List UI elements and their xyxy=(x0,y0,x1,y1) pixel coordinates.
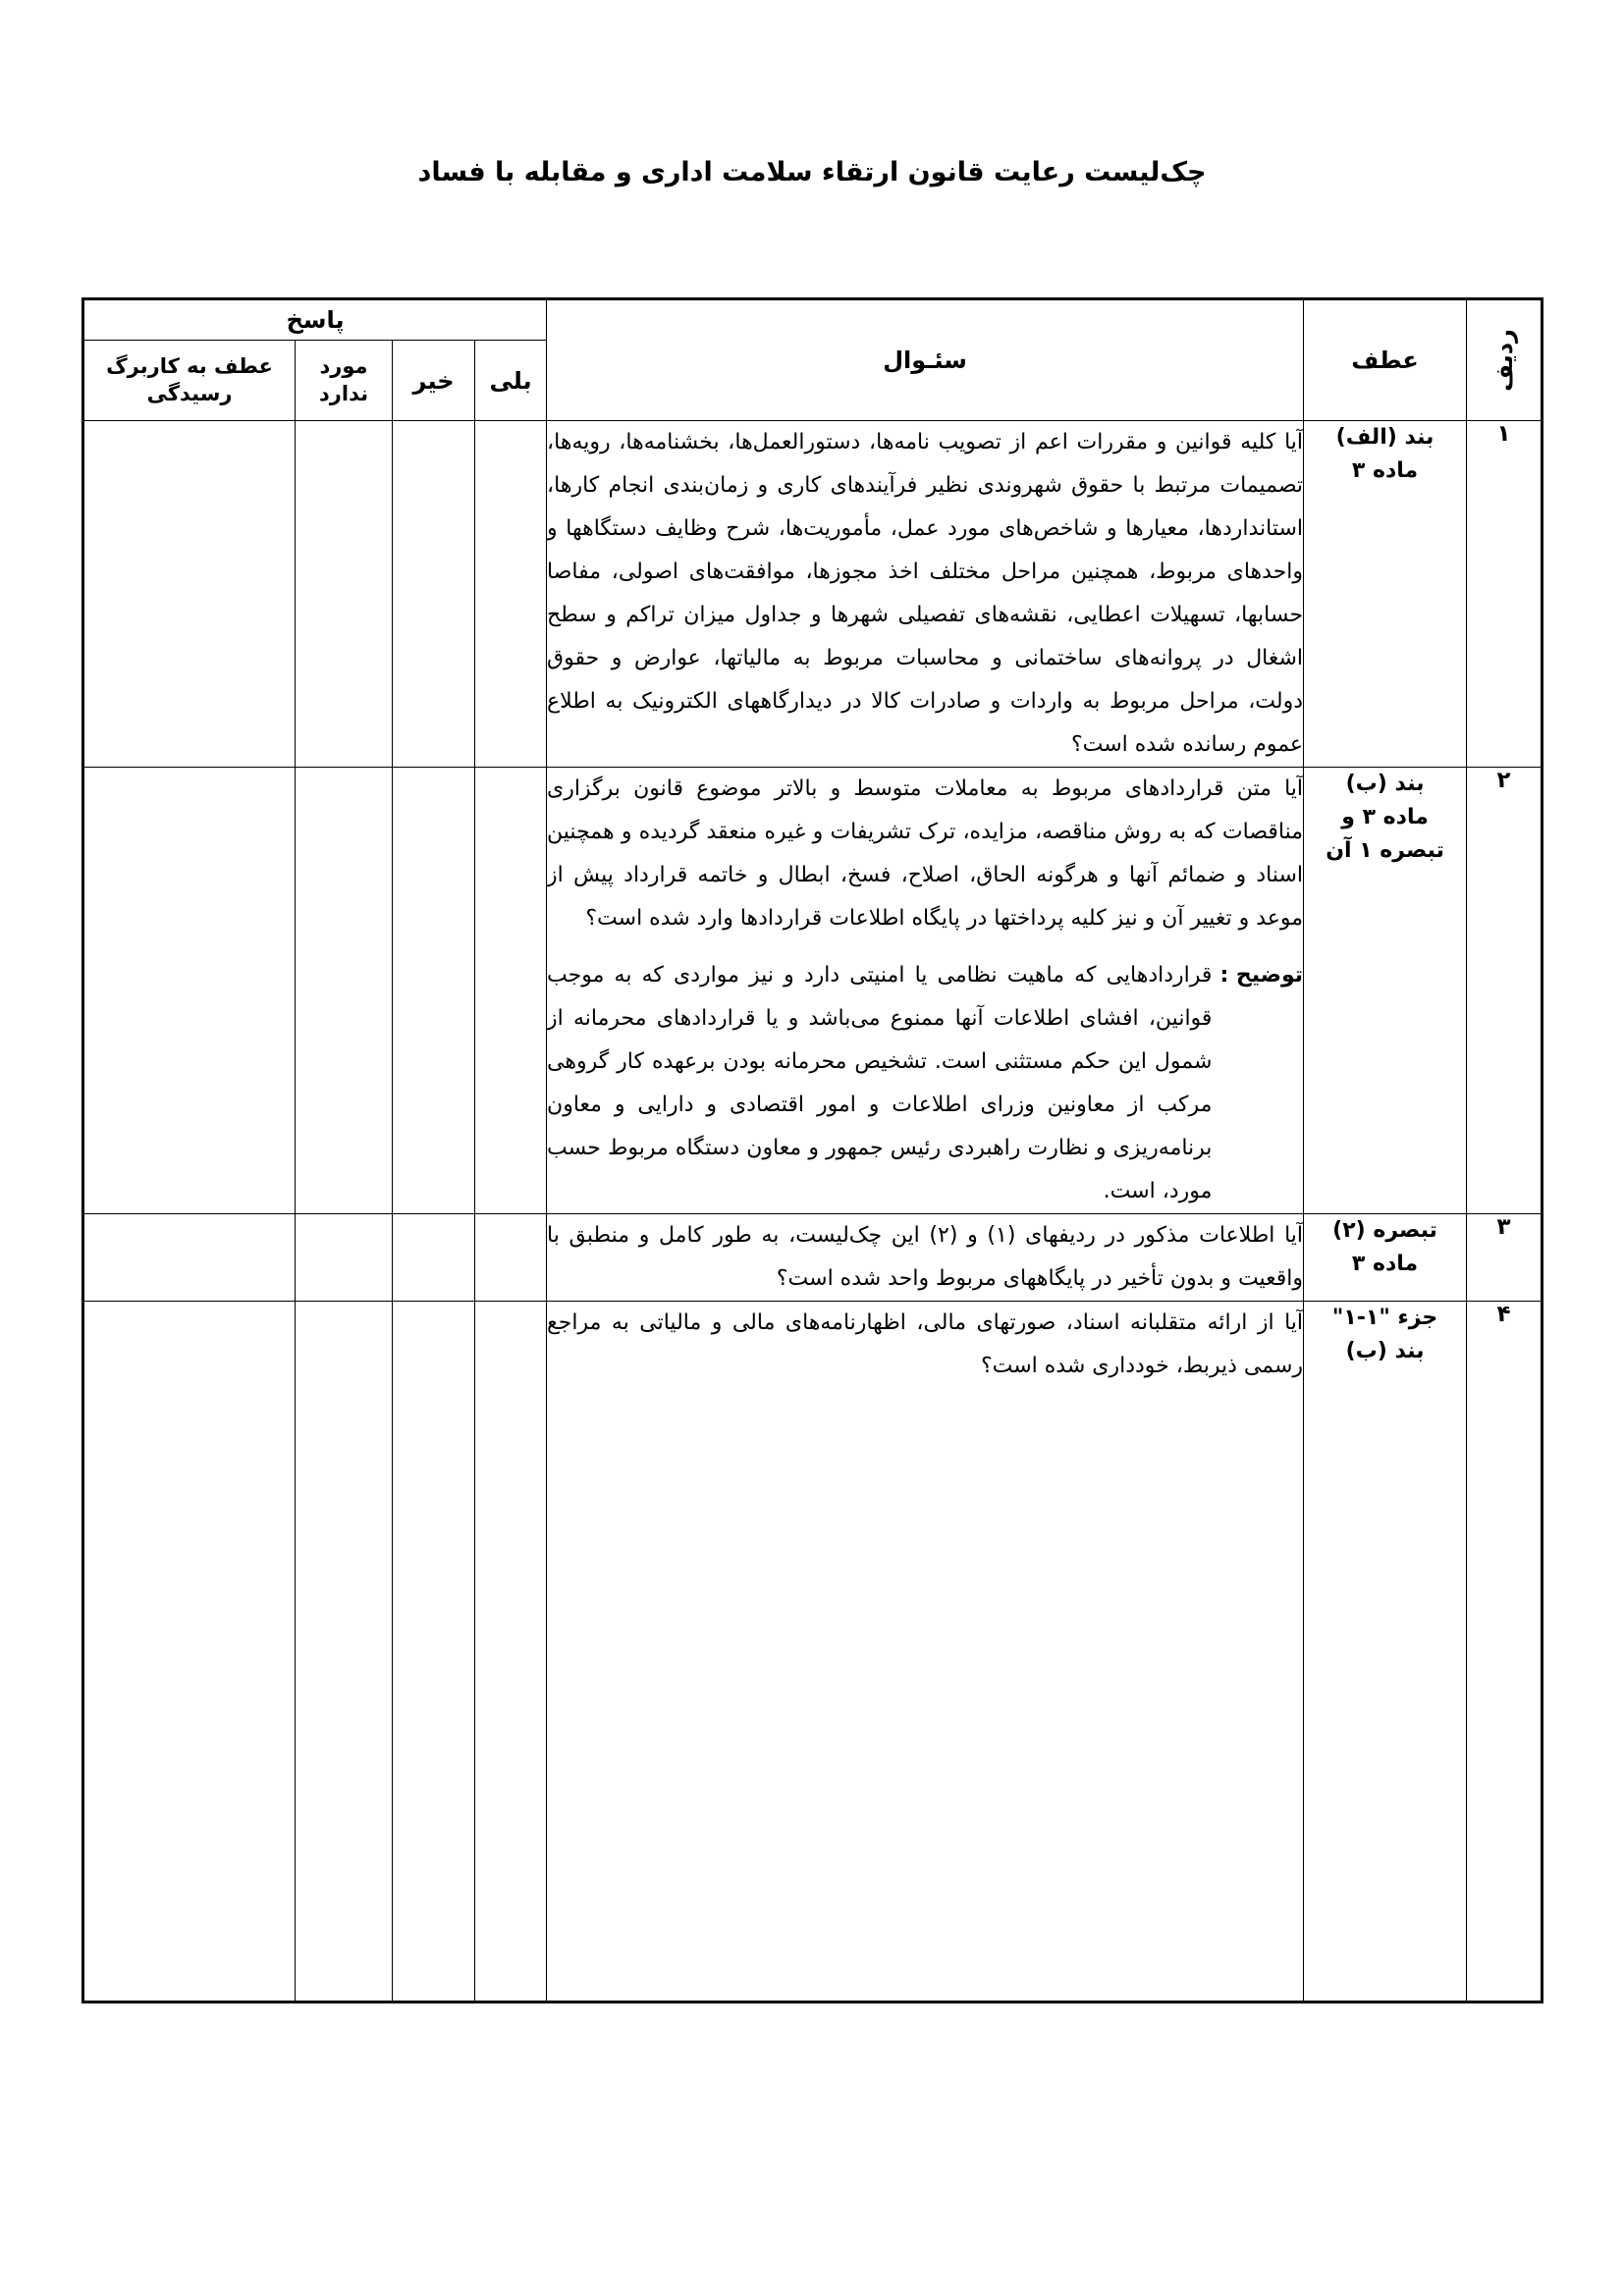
answer-na-cell[interactable] xyxy=(296,1302,393,2002)
row-number: ۴ xyxy=(1467,1302,1543,2002)
header-question: سئـوال xyxy=(547,299,1304,421)
header-not-applicable: مورد ندارد xyxy=(296,341,393,421)
row-note xyxy=(547,954,1303,1213)
answer-yes-cell[interactable] xyxy=(475,768,547,1214)
row-reference: بند (ب) ماده ۳ و تبصره ۱ آن xyxy=(1304,768,1467,1214)
table-row xyxy=(83,1302,1543,2002)
answer-yes-cell[interactable] xyxy=(475,1302,547,2002)
answer-no-cell[interactable] xyxy=(393,768,475,1214)
worksheet-reference-cell[interactable] xyxy=(83,768,296,1214)
note-label: توضیح : xyxy=(1219,963,1304,988)
row-reference: تبصره (۲) ماده ۳ xyxy=(1304,1214,1467,1302)
row-number: ۱ xyxy=(1467,421,1543,768)
row-question: آیا متن قراردادهای مربوط به معاملات متوسط و بالاتر موضوع قانون برگزاری مناقصات که به روش مناقصه، مزایده، ترک تشریفات و غیره منعقد گردیده و همچنین اسناد و ضمائم آنها و هرگونه الحاق، اصلاح، فسخ، ابطال و خاتمه قرارداد پیش از موعد و تغییر آن و نیز کلیه پرداختها در پایگاه اطلاعات قراردادها وارد شده است؟ توضیح : قراردادهایی که ماهیت نظامی یا امنیتی دارد و نیز مواردی که به موجب قوانین، افشای اطلاعات آنها ممنوع می‌باشد و یا قراردادهای محرمانه از شمول این حکم مستثنی است. تشخیص محرمانه بودن برعهده کار گروهی مرکب از معاونین وزرای اطلاعات و امور اقتصادی و دارایی و معاون برنامه‌ریزی و نظارت راهبردی رئیس جمهور و معاون دستگاه مربوط حسب مورد، است. xyxy=(547,768,1304,1214)
header-yes: بلی xyxy=(475,341,547,421)
answer-na-cell[interactable] xyxy=(296,421,393,768)
worksheet-reference-cell[interactable] xyxy=(83,421,296,768)
table-row xyxy=(83,1214,1543,1302)
row-question: آیا اطلاعات مذکور در ردیفهای (۱) و (۲) این چک‌لیست، به طور کامل و منطبق با واقعیت و بدون تأخیر در پایگاههای مربوط واحد شده است؟ xyxy=(547,1214,1304,1302)
header-atf: عطف xyxy=(1304,299,1467,421)
row-reference: جزء "۱-۱" بند (ب) xyxy=(1304,1302,1467,2002)
answer-yes-cell[interactable] xyxy=(475,1214,547,1302)
answer-na-cell[interactable] xyxy=(296,1214,393,1302)
note-text: قراردادهایی که ماهیت نظامی یا امنیتی دارد و نیز مواردی که به موجب قوانین، افشای اطلاعات آنها ممنوع می‌باشد و یا قراردادهای محرمانه از شمول این حکم مستثنی است. تشخیص محرمانه بودن برعهده کار گروهی مرکب از معاونین وزرای اطلاعات و امور اقتصادی و دارایی و معاون برنامه‌ریزی و نظارت راهبردی رئیس جمهور و معاون دستگاه مربوط حسب مورد، است. xyxy=(547,963,1213,1203)
row-reference: بند (الف) ماده ۳ xyxy=(1304,421,1467,768)
answer-no-cell[interactable] xyxy=(393,1214,475,1302)
row-question: آیا کلیه قوانین و مقررات اعم از تصویب نامه‌ها، دستورالعمل‌ها، بخشنامه‌ها، رویه‌ها، تصمیمات مرتبط با حقوق شهروندی نظیر فرآیندهای کاری و زمان‌بندی انجام کارها، استانداردها، معیارها و شاخص‌های مورد عمل، مأموریت‌ها، شرح وظایف دستگاهها و واحدهای مربوط، همچنین مراحل مختلف اخذ مجوزها، موافقت‌های اصولی، مفاصا حسابها، تسهیلات اعطایی، نقشه‌های تفصیلی شهرها و جداول میزان تراکم و سطح اشغال در پروانه‌های ساختمانی و محاسبات مربوط به مالیاتها، عوارض و حقوق دولت، مراحل مربوط به واردات و صادرات کالا در دیدارگاههای الکترونیک به اطلاع عموم رسانده شده است؟ xyxy=(547,421,1304,768)
worksheet-reference-cell[interactable] xyxy=(83,1214,296,1302)
answer-na-cell[interactable] xyxy=(296,768,393,1214)
header-radif: ردیف xyxy=(1467,299,1543,421)
answer-yes-cell[interactable] xyxy=(475,421,547,768)
row-number: ۳ xyxy=(1467,1214,1543,1302)
checklist-table xyxy=(81,297,1543,2003)
header-worksheet-reference: عطف به کاربرگ رسیدگی xyxy=(83,341,296,421)
page-title: چک‌لیست رعایت قانون ارتقاء سلامت اداری و مقابله با فساد xyxy=(417,157,1207,187)
answer-no-cell[interactable] xyxy=(393,1302,475,2002)
row-number: ۲ xyxy=(1467,768,1543,1214)
table-row xyxy=(83,421,1543,768)
header-no: خیر xyxy=(393,341,475,421)
header-answer: پاسخ xyxy=(83,299,547,341)
worksheet-reference-cell[interactable] xyxy=(83,1302,296,2002)
table-row xyxy=(83,768,1543,1214)
answer-no-cell[interactable] xyxy=(393,421,475,768)
row-question: آیا از ارائه متقلبانه اسناد، صورتهای مالی، اظهارنامه‌های مالی و مالیاتی به مراجع رسمی ذیربط، خودداری شده است؟ xyxy=(547,1302,1304,2002)
